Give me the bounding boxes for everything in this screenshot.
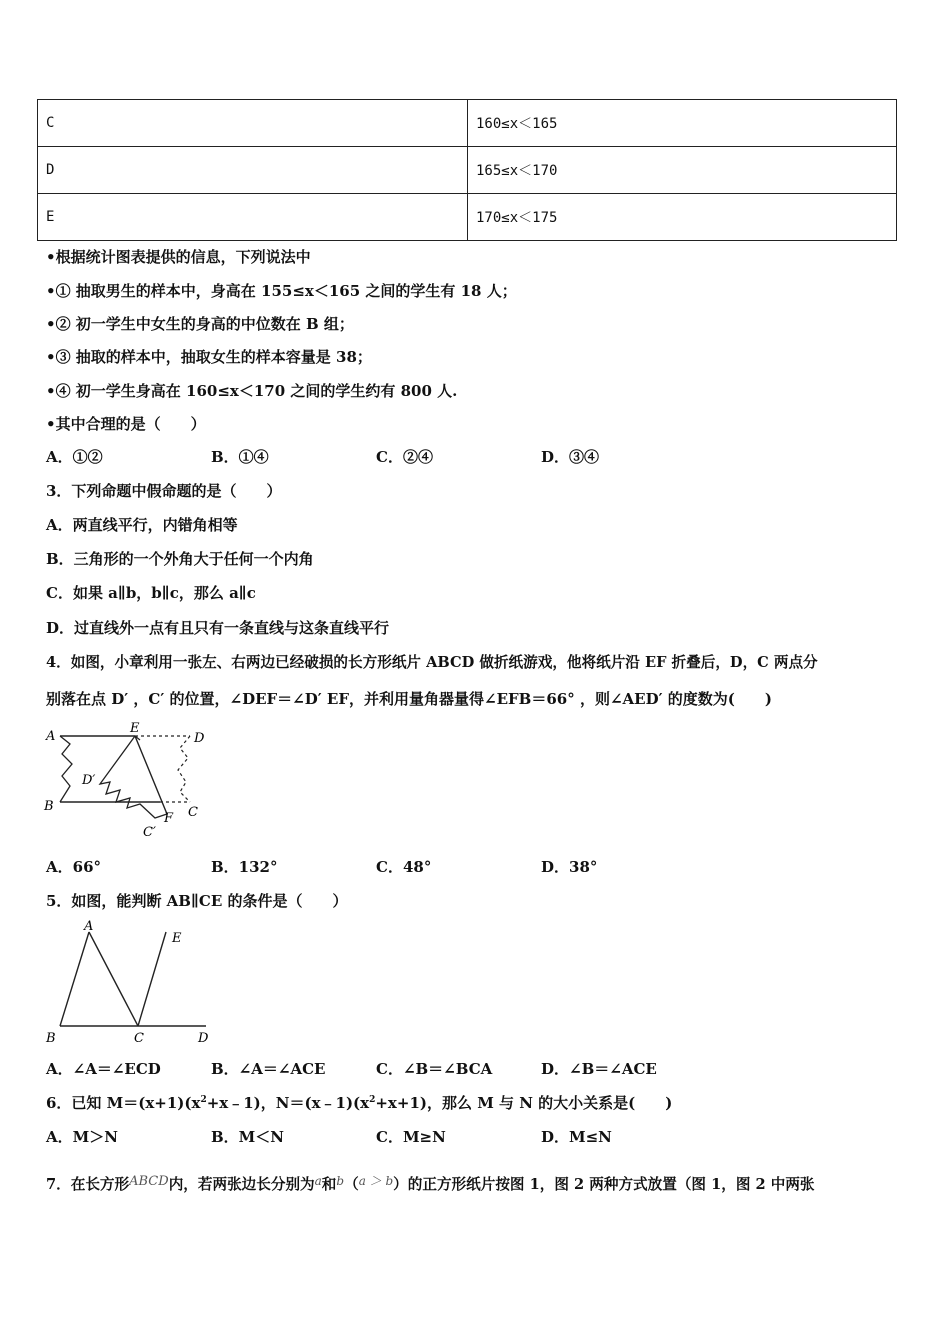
label-a: A: [46, 729, 56, 744]
q6-exponent: 2: [200, 1095, 207, 1105]
q2-statement-3: •③ 抽取的样本中，抽取女生的样本容量是 38；: [46, 348, 372, 366]
q7-p5: ）的正方形纸片按图 1，图 2 两种方式放置（图 1，图 2 中两张: [393, 1176, 815, 1193]
q5-stem: 5．如图，能判断 AB∥CE 的条件是（ ）: [46, 892, 348, 910]
q3-option-d[interactable]: D．过直线外一点有且只有一条直线与这条直线平行: [46, 619, 390, 637]
option-a[interactable]: A．①②: [46, 448, 103, 466]
label-c-prime: C′: [143, 825, 156, 840]
label-e: E: [172, 931, 182, 946]
label-e: E: [130, 722, 140, 736]
q7-p2: 内，若两张边长分别为: [168, 1176, 315, 1193]
q4-options: [46, 856, 706, 877]
option-d[interactable]: D．38°: [541, 858, 598, 876]
q3-option-c[interactable]: C．如果 a∥b，b∥c，那么 a∥c: [46, 584, 256, 602]
q5-options: [46, 1058, 706, 1079]
range-cell: 165≤x＜170: [468, 147, 897, 194]
q6-exponent: 2: [369, 1095, 376, 1105]
option-b[interactable]: B．M＜N: [211, 1128, 284, 1146]
segment-ac: [89, 932, 138, 1026]
option-a[interactable]: A．M＞N: [46, 1128, 118, 1146]
label-b: B: [46, 1031, 56, 1046]
option-c[interactable]: C．②④: [376, 448, 433, 466]
option-d[interactable]: D．M≤N: [541, 1128, 612, 1146]
group-cell: D: [38, 147, 468, 194]
left-torn-edge: [60, 736, 72, 802]
q2-intro: •根据统计图表提供的信息，下列说法中: [46, 248, 311, 266]
option-b[interactable]: B．①④: [211, 448, 269, 466]
q3-stem: 3．下列命题中假命题的是（ ）: [46, 482, 282, 500]
option-b[interactable]: B．132°: [211, 858, 278, 876]
q7-condition: a ＞ b: [358, 1174, 394, 1188]
option-a[interactable]: A．66°: [46, 858, 102, 876]
q6-stem-pre: 6．已知 M＝(x+1)(x: [46, 1094, 201, 1112]
right-torn-edge-dashed: [178, 736, 190, 802]
option-d[interactable]: D．③④: [541, 448, 600, 466]
segment-ab: [60, 932, 89, 1026]
q4-stem-line1: 4．如图，小章利用一张左、右两边已经破损的长方形纸片 ABCD 做折纸游戏，他将纸片沿 EF 折叠后，D，C 两点分: [46, 654, 818, 671]
q7-p4: （: [344, 1176, 359, 1193]
range-cell: 160≤x＜165: [468, 100, 897, 147]
group-cell: C: [38, 100, 468, 147]
table-row: [38, 147, 897, 194]
label-d: D: [194, 731, 205, 746]
range-cell: 170≤x＜175: [468, 194, 897, 241]
q6-options: [46, 1126, 706, 1147]
q2-statement-4: •④ 初一学生身高在 160≤x＜170 之间的学生约有 800 人.: [46, 382, 458, 400]
ray-ce: [138, 932, 166, 1026]
label-f: F: [164, 811, 174, 826]
q7-p3: 和: [321, 1176, 337, 1193]
q3-option-a[interactable]: A．两直线平行，内错角相等: [46, 516, 238, 534]
q4-stem-line2: 别落在点 D′ ，C′ 的位置，∠DEF＝∠D′ EF，并利用量角器量得∠EFB＝66° ，则∠AED′ 的度数为( ): [46, 690, 772, 708]
height-group-table: [37, 99, 897, 241]
label-c: C: [134, 1031, 144, 1046]
folded-part: [100, 736, 167, 818]
q2-question: •其中合理的是（ ）: [46, 415, 206, 433]
label-d: D: [198, 1031, 209, 1046]
q7-abcd: ABCD: [129, 1174, 169, 1189]
option-b[interactable]: B．∠A＝∠ACE: [211, 1060, 326, 1078]
q4-fold-figure: [40, 722, 220, 844]
q2-statement-1: •① 抽取男生的样本中，身高在 155≤x＜165 之间的学生有 18 人；: [46, 282, 517, 300]
q7-p1: 7．在长方形: [46, 1176, 130, 1193]
q6-stem-post: +x+1)，那么 M 与 N 的大小关系是( ): [375, 1094, 673, 1112]
option-c[interactable]: C．M≥N: [376, 1128, 446, 1146]
q7-a: a: [314, 1174, 322, 1188]
label-a: A: [84, 919, 94, 934]
option-d[interactable]: D．∠B＝∠ACE: [541, 1060, 657, 1078]
q7-stem: [46, 1172, 815, 1194]
option-c[interactable]: C．48°: [376, 858, 432, 876]
group-cell: E: [38, 194, 468, 241]
q6-stem-mid: +x﹣1)，N＝(x﹣1)(x: [206, 1094, 370, 1112]
label-c: C: [188, 805, 198, 820]
label-b: B: [44, 799, 54, 814]
q6-stem: [46, 1092, 672, 1113]
q5-figure: [40, 918, 220, 1048]
table-row: [38, 194, 897, 241]
option-c[interactable]: C．∠B＝∠BCA: [376, 1060, 493, 1078]
label-d-prime: D′: [82, 773, 96, 788]
table-row: [38, 100, 897, 147]
option-a[interactable]: A．∠A＝∠ECD: [46, 1060, 161, 1078]
q3-option-b[interactable]: B．三角形的一个外角大于任何一个内角: [46, 550, 314, 568]
q7-b: b: [336, 1174, 345, 1188]
q2-statement-2: •② 初一学生中女生的身高的中位数在 B 组；: [46, 315, 354, 333]
q2-options: [46, 446, 706, 467]
